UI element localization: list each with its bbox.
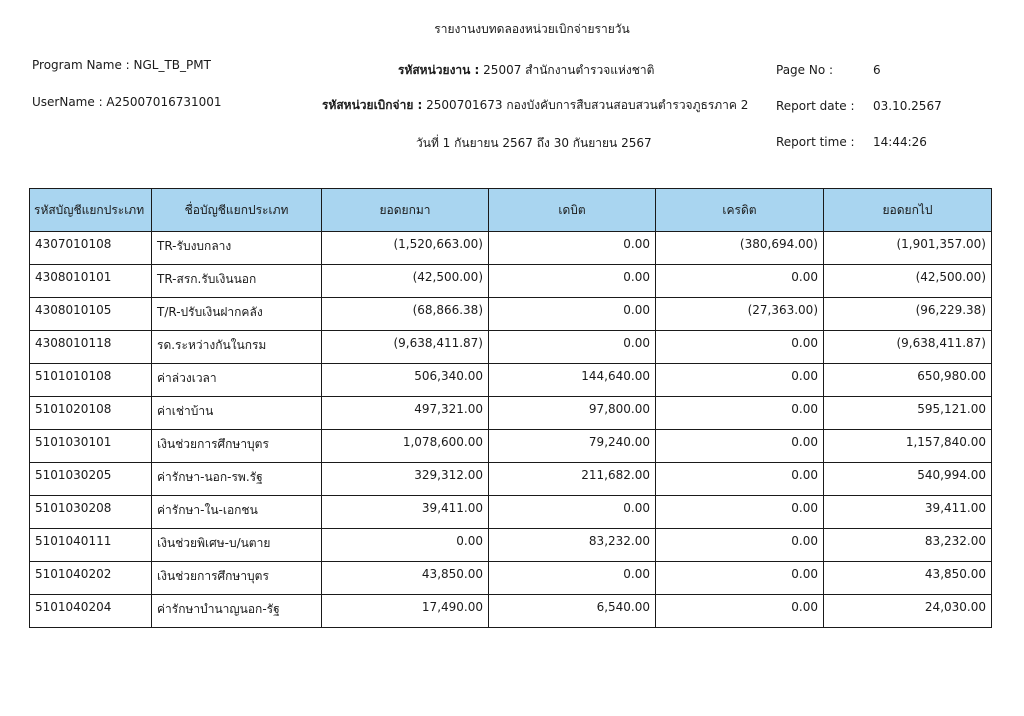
cell-account-code: 4308010105: [30, 298, 152, 331]
table-row: [30, 529, 992, 562]
cell-debit: 0.00: [489, 562, 656, 595]
cell-brought-forward: 329,312.00: [322, 463, 489, 496]
cell-brought-forward: 17,490.00: [322, 595, 489, 628]
agency-line: [398, 61, 654, 80]
cell-debit: 6,540.00: [489, 595, 656, 628]
cell-account-code: 5101030205: [30, 463, 152, 496]
cell-account-code: 5101040111: [30, 529, 152, 562]
cell-brought-forward: (1,520,663.00): [322, 232, 489, 265]
cell-account-name: ค่าล่วงเวลา: [152, 364, 322, 397]
table-row: [30, 364, 992, 397]
cell-credit: 0.00: [656, 463, 824, 496]
cell-carried-forward: 650,980.00: [824, 364, 992, 397]
cell-credit: 0.00: [656, 496, 824, 529]
cell-brought-forward: 39,411.00: [322, 496, 489, 529]
col-header-carried-forward: ยอดยกไป: [824, 189, 992, 232]
table-row: [30, 265, 992, 298]
table-row: [30, 232, 992, 265]
cell-carried-forward: 43,850.00: [824, 562, 992, 595]
cell-credit: (380,694.00): [656, 232, 824, 265]
table-row: [30, 496, 992, 529]
cell-carried-forward: 540,994.00: [824, 463, 992, 496]
col-header-credit: เครดิต: [656, 189, 824, 232]
cell-brought-forward: 1,078,600.00: [322, 430, 489, 463]
cell-credit: 0.00: [656, 562, 824, 595]
cell-account-code: 5101010108: [30, 364, 152, 397]
cell-debit: 0.00: [489, 331, 656, 364]
cell-account-code: 5101020108: [30, 397, 152, 430]
table-row: [30, 397, 992, 430]
cell-account-code: 4307010108: [30, 232, 152, 265]
cell-account-name: TR-รับงบกลาง: [152, 232, 322, 265]
cell-account-code: 5101030101: [30, 430, 152, 463]
cell-brought-forward: 506,340.00: [322, 364, 489, 397]
program-name: Program Name : NGL_TB_PMT: [32, 58, 211, 72]
ledger-body: [30, 232, 992, 628]
cell-credit: 0.00: [656, 595, 824, 628]
cell-credit: (27,363.00): [656, 298, 824, 331]
disbursing-unit-label: รหัสหน่วยเบิกจ่าย :: [322, 98, 423, 112]
col-header-account-name: ชื่อบัญชีแยกประเภท: [152, 189, 322, 232]
cell-carried-forward: (96,229.38): [824, 298, 992, 331]
cell-account-name: T/R-ปรับเงินฝากคลัง: [152, 298, 322, 331]
cell-account-code: 4308010101: [30, 265, 152, 298]
cell-account-name: รด.ระหว่างกันในกรม: [152, 331, 322, 364]
cell-carried-forward: 1,157,840.00: [824, 430, 992, 463]
cell-account-name: ค่ารักษาบำนาญนอก-รัฐ: [152, 595, 322, 628]
cell-debit: 97,800.00: [489, 397, 656, 430]
report-date-value: 03.10.2567: [873, 99, 942, 113]
cell-carried-forward: (42,500.00): [824, 265, 992, 298]
cell-brought-forward: 0.00: [322, 529, 489, 562]
col-header-debit: เดบิต: [489, 189, 656, 232]
cell-account-name: ค่าเช่าบ้าน: [152, 397, 322, 430]
table-row: [30, 595, 992, 628]
table-row: [30, 463, 992, 496]
report-date-label: Report date :: [776, 99, 855, 113]
cell-carried-forward: 83,232.00: [824, 529, 992, 562]
disbursing-unit-line: [322, 96, 748, 115]
cell-brought-forward: 43,850.00: [322, 562, 489, 595]
table-row: [30, 430, 992, 463]
cell-debit: 0.00: [489, 496, 656, 529]
report-time-label: Report time :: [776, 135, 855, 149]
col-header-account-code: รหัสบัญชีแยกประเภท: [30, 189, 152, 232]
page-no-value: 6: [873, 63, 881, 77]
cell-debit: 144,640.00: [489, 364, 656, 397]
cell-brought-forward: (9,638,411.87): [322, 331, 489, 364]
report-title: รายงานงบทดลองหน่วยเบิกจ่ายรายวัน: [434, 22, 630, 36]
cell-debit: 79,240.00: [489, 430, 656, 463]
cell-debit: 0.00: [489, 265, 656, 298]
cell-credit: 0.00: [656, 265, 824, 298]
page-no-label: Page No :: [776, 63, 834, 77]
cell-carried-forward: 24,030.00: [824, 595, 992, 628]
table-row: [30, 331, 992, 364]
cell-brought-forward: (68,866.38): [322, 298, 489, 331]
report-time-value: 14:44:26: [873, 135, 927, 149]
cell-account-name: เงินช่วยพิเศษ-บ/นตาย: [152, 529, 322, 562]
cell-account-code: 5101040204: [30, 595, 152, 628]
table-row: [30, 562, 992, 595]
cell-debit: 0.00: [489, 298, 656, 331]
col-header-brought-forward: ยอดยกมา: [322, 189, 489, 232]
cell-account-code: 5101040202: [30, 562, 152, 595]
cell-credit: 0.00: [656, 529, 824, 562]
cell-account-code: 5101030208: [30, 496, 152, 529]
cell-credit: 0.00: [656, 331, 824, 364]
cell-carried-forward: (1,901,357.00): [824, 232, 992, 265]
cell-account-name: ค่ารักษา-ใน-เอกชน: [152, 496, 322, 529]
cell-credit: 0.00: [656, 430, 824, 463]
cell-debit: 83,232.00: [489, 529, 656, 562]
cell-credit: 0.00: [656, 364, 824, 397]
cell-carried-forward: 595,121.00: [824, 397, 992, 430]
agency-value: 25007 สำนักงานตำรวจแห่งชาติ: [483, 63, 655, 77]
date-range: วันที่ 1 กันยายน 2567 ถึง 30 กันยายน 2567: [416, 136, 652, 150]
table-row: [30, 298, 992, 331]
cell-account-name: เงินช่วยการศึกษาบุตร: [152, 562, 322, 595]
cell-carried-forward: 39,411.00: [824, 496, 992, 529]
cell-brought-forward: 497,321.00: [322, 397, 489, 430]
ledger-table: [29, 188, 992, 628]
cell-brought-forward: (42,500.00): [322, 265, 489, 298]
cell-account-name: เงินช่วยการศึกษาบุตร: [152, 430, 322, 463]
table-header-row: [30, 189, 992, 232]
cell-account-name: ค่ารักษา-นอก-รพ.รัฐ: [152, 463, 322, 496]
username: UserName : A25007016731001: [32, 95, 222, 109]
cell-credit: 0.00: [656, 397, 824, 430]
cell-debit: 0.00: [489, 232, 656, 265]
cell-account-name: TR-สรก.รับเงินนอก: [152, 265, 322, 298]
agency-label: รหัสหน่วยงาน :: [398, 63, 480, 77]
cell-account-code: 4308010118: [30, 331, 152, 364]
cell-carried-forward: (9,638,411.87): [824, 331, 992, 364]
cell-debit: 211,682.00: [489, 463, 656, 496]
disbursing-unit-value: 2500701673 กองบังคับการสืบสวนสอบสวนตำรวจภูธรภาค 2: [426, 98, 749, 112]
